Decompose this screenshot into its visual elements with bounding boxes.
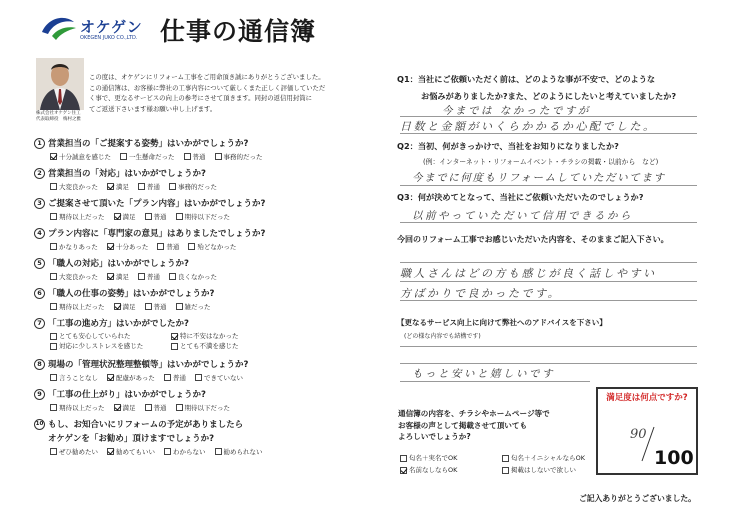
checkbox[interactable] [145,303,152,310]
checkbox[interactable] [176,213,183,220]
advice-subtitle: (どの様な内容でも結構です) [404,333,481,340]
thanks-text: ご記入ありがとうございました。 [579,494,696,503]
checkbox[interactable] [171,333,178,340]
checkbox[interactable] [50,333,57,340]
checkbox[interactable] [145,404,152,411]
checkbox[interactable] [157,243,164,250]
answer-line [400,363,697,364]
page-title: 仕事の通信簿 [160,17,317,46]
score-value: 90 [630,427,647,442]
checkbox[interactable] [50,448,57,455]
question-number: 10 [34,419,45,430]
q1-answer-line2: 日数と金額がいくらかかるか心配でした。 [400,120,657,133]
score-max: 100 [654,447,694,469]
checkbox[interactable] [176,404,183,411]
answer-line [400,300,697,301]
question-8: 8 現場の「管理状況整理整頓等」はいかがでしょうか? 言うことなし 配慮があった 普通 できていない [34,358,379,388]
advice-title: 【更なるサービス向上に向けて弊社へのアドバイスを下さい】 [397,318,607,327]
checkbox[interactable] [184,153,191,160]
question-number: 3 [34,198,45,209]
question-number: 7 [34,318,45,329]
checkbox[interactable] [169,273,176,280]
logo-text: オケゲン [80,18,143,36]
answer-line [400,262,697,263]
impression-answer-line2: 方ばかりで良かったです。 [400,287,562,300]
checkbox[interactable] [400,455,407,462]
question-number: 2 [34,168,45,179]
checkbox[interactable] [107,273,114,280]
answer-line [400,185,697,186]
checkbox[interactable] [195,374,202,381]
checkbox[interactable] [50,273,57,280]
impression-answer-line1: 職人さんはどの方も感じが良く話しやすい [400,267,657,280]
checkbox[interactable] [400,467,407,474]
checkbox[interactable] [502,455,509,462]
checkbox[interactable] [114,404,121,411]
checkbox[interactable] [107,374,114,381]
question-3: 3 ご提案させて頂いた「プラン内容」はいかがでしょうか? 期待以上だった 満足 普通 期待以下だった [34,197,379,227]
answer-line [400,381,590,382]
checkbox[interactable] [50,153,57,160]
question-title: 「工事の進め方」はいかがでしたか? [48,319,189,329]
checkbox[interactable] [171,343,178,350]
question-title: もし、お知合いにリフォームの予定がありましたら [48,420,244,430]
avatar-caption-company: 株式会社オケゲン住工 [36,111,81,116]
right-q3: Q3：何が決めてとなって、当社にご依頼いただいたのでしょうか? [397,192,644,202]
checkbox[interactable] [114,213,121,220]
question-number: 6 [34,288,45,299]
checkbox[interactable] [50,404,57,411]
question-number: 5 [34,258,45,269]
checkbox[interactable] [50,183,57,190]
question-number: 9 [34,389,45,400]
publish-question: 通信簿の内容を、チラシやホームページ等で お客様の声として掲載させて頂いても よろしいでしょうか? [398,409,550,441]
score-box [596,387,698,475]
right-q2-line2: (例：インターネット・リフォームイベント・チラシの掲載・以前から など) [423,158,659,166]
question-1: 1 営業担当の「ご提案する姿勢」はいかがでしょうか? 十分誠意を感じた 一生懸命だった 普通 事務的だった [34,137,379,167]
avatar [36,58,84,110]
question-10: 10 もし、お知合いにリフォームの予定がありましたら オケゲンを「お勧め」頂けますでしょうか? ぜひ勧めたい 勧めてもいい わからない 勧められない [35,420,263,456]
question-title: ご提案させて頂いた「プラン内容」はいかがでしょうか? [48,199,266,209]
checkbox[interactable] [50,343,57,350]
answer-line [400,281,697,282]
question-title: 現場の「管理状況整理整頓等」はいかがでしょうか? [48,360,249,370]
logo-icon [38,14,78,40]
logo-subtext: OKEGEN JUKO CO.,LTD. [80,35,138,41]
q3-answer: 以前やっていただいて信用できるから [412,210,633,222]
q2-answer: 今までに何度もリフォームしていただいてます [412,172,666,184]
checkbox[interactable] [138,183,145,190]
checkbox[interactable] [138,273,145,280]
checkbox[interactable] [215,448,222,455]
checkbox[interactable] [215,153,222,160]
question-number: 1 [34,138,45,149]
answer-line [400,133,697,134]
answer-line [400,116,697,117]
question-title-line2: オケゲンを「お勧め」頂けますでしょうか? [48,434,215,444]
question-2: 2 営業担当の「対応」はいかがでしょうか? 大変良かった 満足 普通 事務的だった [34,167,379,197]
checkbox[interactable] [107,243,114,250]
impression-title: 今回のリフォーム工事でお感じいただいた内容を、そのままご記入下さい。 [397,235,669,244]
q1-answer-line1: 今までは なかったですが [442,105,591,117]
checkbox[interactable] [169,183,176,190]
checkbox[interactable] [145,213,152,220]
question-title: 「職人の対応」はいかがでしょうか? [48,259,189,269]
intro-text: この度は、オケゲンにリフォーム工事をご用命頂き誠にありがとうございました。 この通信簿は、お客様に弊社の工事内容について厳しくまた正しく評価していただ く事で、更なるサービスの向上の参考にさせて頂きます。同封の返信用封筒に てご返送下さいます様お願い申し上げます。 [89,73,326,113]
advice-answer: もっと安いと嬉しいです [412,368,555,380]
checkbox[interactable] [502,467,509,474]
question-6: 6 「職人の仕事の姿勢」はいかがでしょうか? 期待以上だった 満足 普通 雑だった [34,287,379,317]
checkbox[interactable] [107,183,114,190]
question-title: プラン内容に「専門家の意見」はありましたでしょうか? [48,229,266,239]
question-number: 4 [34,228,45,239]
checkbox[interactable] [107,448,114,455]
question-5: 5 「職人の対応」はいかがでしょうか? 大変良かった 満足 普通 良くなかった [34,257,379,287]
checkbox[interactable] [120,153,127,160]
right-q1-line2: お悩みがありましたか?また、どのようにしたいと考えていましたか? [421,91,677,101]
checkbox[interactable] [188,243,195,250]
answer-line [400,222,697,223]
checkbox[interactable] [50,303,57,310]
checkbox[interactable] [50,243,57,250]
answer-line [400,346,697,347]
left-questions [34,137,379,456]
question-7: 7 「工事の進め方」はいかがでしたか? とても安心していられた 特に不安はなかった 対応に少しストレスを感じた とても不満を感じた [34,317,379,358]
checkbox[interactable] [50,374,57,381]
avatar-caption-name: 代表取締役 梅村之雅 [36,117,81,122]
score-title: 満足度は何点ですか? [606,393,688,403]
question-4: 4 プラン内容に「専門家の意見」はありましたでしょうか? かなりあった 十分あった 普通 殆どなかった [34,227,379,257]
question-title: 「職人の仕事の姿勢」はいかがでしょうか? [48,289,215,299]
checkbox[interactable] [50,213,57,220]
checkbox[interactable] [164,448,171,455]
checkbox[interactable] [164,374,171,381]
header [38,12,398,56]
question-title: 営業担当の「対応」はいかがでしょうか? [48,169,206,179]
question-number: 8 [34,359,45,370]
question-title: 「工事の仕上がり」はいかがでしょうか? [48,390,206,400]
publish-options: 匂名＋実名でOK 匂名＋イニシャルならOK 名前なしならOK 掲載はしないで欲しい [400,452,585,476]
checkbox[interactable] [176,303,183,310]
right-q1-line1: Q1：当社にご依頼いただく前は、どのような事が不安で、どのような [397,74,656,84]
checkbox[interactable] [114,303,121,310]
question-9: 9 「工事の仕上がり」はいかがでしょうか? 期待以上だった 満足 普通 期待以下だった [34,388,379,418]
right-q2-line1: Q2：当初、何がきっかけで、当社をお知りになりましたか? [397,141,619,151]
question-title: 営業担当の「ご提案する姿勢」はいかがでしょうか? [48,139,249,149]
